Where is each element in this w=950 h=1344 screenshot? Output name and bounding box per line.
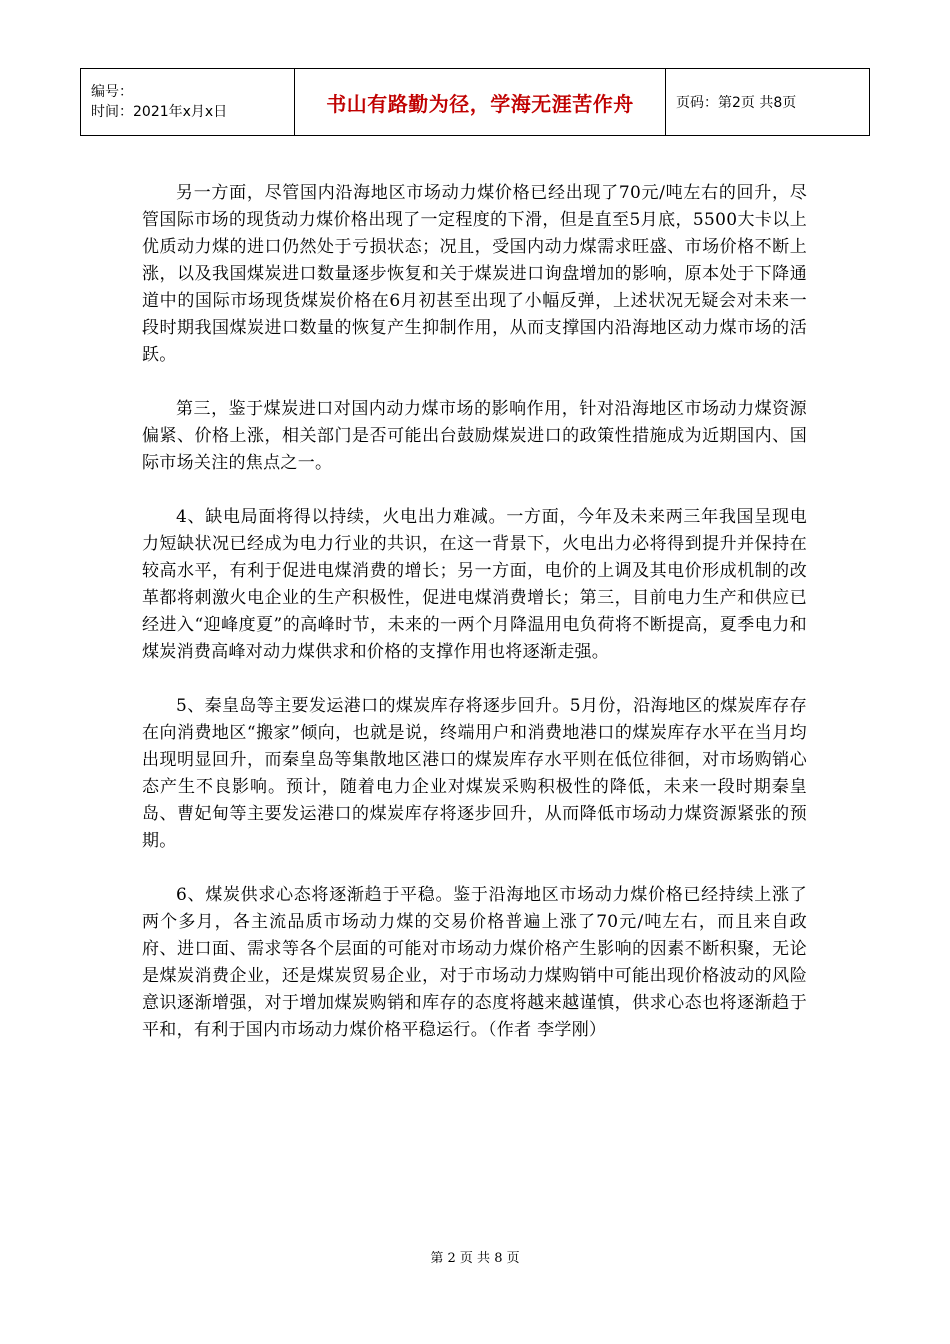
document-body <box>142 180 807 1071</box>
paragraph: 5、秦皇岛等主要发运港口的煤炭库存将逐步回升。5月份，沿海地区的煤炭库存存在向消费地区“搬家”倾向，也就是说，终端用户和消费地港口的煤炭库存水平在当月均出现明显回升，而秦皇岛等集散地区港口的煤炭库存水平则在低位徘徊，对市场购销心态产生不良影响。预计，随着电力企业对煤炭采购积极性的降低，未来一段时期秦皇岛、曹妃甸等主要发运港口的煤炭库存将逐步回升，从而降低市场动力煤资源紧张的预期。 <box>142 696 807 851</box>
paragraph: 第三，鉴于煤炭进口对国内动力煤市场的影响作用，针对沿海地区市场动力煤资源偏紧、价格上涨，相关部门是否可能出台鼓励煤炭进口的政策性措施成为近期国内、国际市场关注的焦点之一。 <box>142 399 807 473</box>
document-date: 时间：2021年x月x日 <box>91 104 228 120</box>
header-motto: 书山有路勤为径，学海无涯苦作舟 <box>295 69 666 136</box>
header-meta-cell <box>81 69 295 136</box>
paragraph: 另一方面，尽管国内沿海地区市场动力煤价格已经出现了70元/吨左右的回升，尽管国际市场的现货动力煤价格出现了一定程度的下滑，但是直至5月底，5500大卡以上优质动力煤的进口仍然处于亏损状态；况且，受国内动力煤需求旺盛、市场价格不断上涨，以及我国煤炭进口数量逐步恢复和关于煤炭进口询盘增加的影响，原本处于下降通道中的国际市场现货煤炭价格在6月初甚至出现了小幅反弹，上述状况无疑会对未来一段时期我国煤炭进口数量的恢复产生抑制作用，从而支撑国内沿海地区动力煤市场的活跃。 <box>142 183 807 365</box>
page-footer: 第 2 页 共 8 页 <box>430 1251 520 1266</box>
header-page-info: 页码：第2页 共8页 <box>666 69 870 136</box>
paragraph: 4、缺电局面将得以持续，火电出力难减。一方面，今年及未来两三年我国呈现电力短缺状况已经成为电力行业的共识，在这一背景下，火电出力必将得到提升并保持在较高水平，有利于促进电煤消费的增长；另一方面，电价的上调及其电价形成机制的改革都将刺激火电企业的生产积极性，促进电煤消费增长；第三，目前电力生产和供应已经进入“迎峰度夏”的高峰时节，未来的一两个月降温用电负荷将不断提高，夏季电力和煤炭消费高峰对动力煤供求和价格的支撑作用也将逐渐走强。 <box>142 507 807 662</box>
paragraph: 6、煤炭供求心态将逐渐趋于平稳。鉴于沿海地区市场动力煤价格已经持续上涨了两个多月，各主流品质市场动力煤的交易价格普遍上涨了70元/吨左右，而且来自政府、进口面、需求等各个层面的可能对市场动力煤价格产生影响的因素不断积聚，无论是煤炭消费企业，还是煤炭贸易企业，对于市场动力煤购销中可能出现价格波动的风险意识逐渐增强，对于增加煤炭购销和库存的态度将越来越谨慎，供求心态也将逐渐趋于平和，有利于国内市场动力煤价格平稳运行。（作者 李学刚） <box>142 885 807 1040</box>
document-number: 编号： <box>91 84 133 100</box>
document-header <box>80 68 870 136</box>
